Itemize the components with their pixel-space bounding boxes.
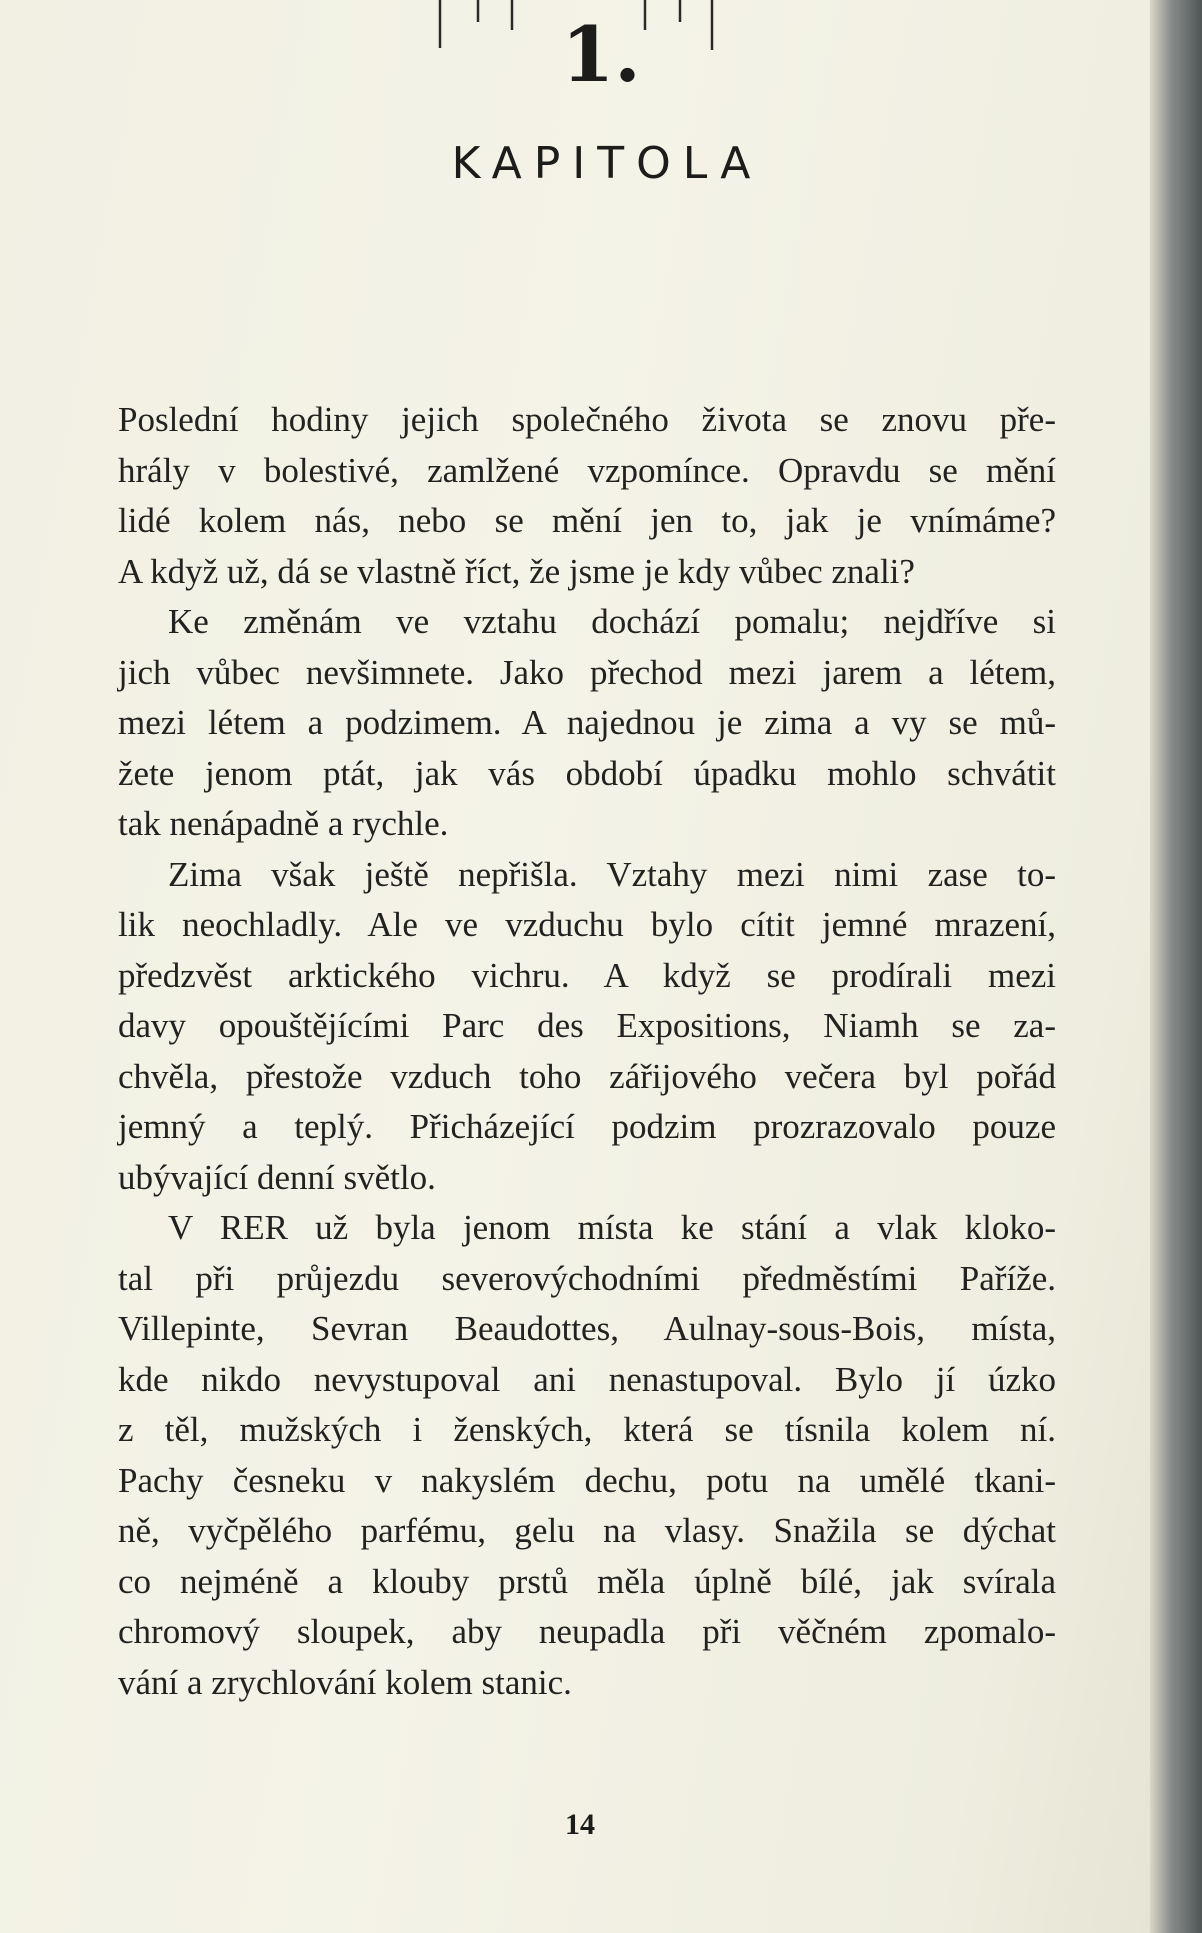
text-line: žete jenom ptát, jak vás období úpadku mohlo schvátit <box>118 753 1056 793</box>
text-line: lik neochladly. Ale ve vzduchu bylo cítit jemné mrazení, <box>118 905 1056 944</box>
text-line: mezi létem a podzimem. A najednou je zima a vy se mů- <box>118 703 1056 742</box>
text-line: V RER už byla jenom místa ke stání a vlak kloko- <box>168 1208 1056 1247</box>
chapter-body <box>118 395 1056 1708</box>
chapter-number: 1. <box>561 10 641 99</box>
text-line: jemný a teplý. Přicházející podzim prozrazovalo pouze <box>118 1107 1056 1146</box>
text-line: chvěla, přestože vzduch toho zářijového večera byl pořád <box>118 1056 1056 1096</box>
text-line: ubývající denní světlo. <box>118 1157 436 1197</box>
paragraph-3 <box>118 850 1056 1204</box>
text-line: z těl, mužských i ženských, která se tísnila kolem ní. <box>118 1410 1056 1449</box>
text-line: Pachy česneku v nakyslém dechu, potu na umělé tkani- <box>118 1460 1056 1500</box>
text-line: lidé kolem nás, nebo se mění jen to, jak je vnímáme? <box>118 501 1056 540</box>
text-line: jich vůbec nevšimnete. Jako přechod mezi jarem a létem, <box>118 652 1056 692</box>
text-line: davy opouštějícími Parc des Expositions, Niamh se za- <box>118 1006 1056 1045</box>
text-line: tal při průjezdu severovýchodními předměstími Paříže. <box>118 1258 1056 1298</box>
text-line: Villepinte, Sevran Beaudottes, Aulnay-sous-Bois, místa, <box>118 1309 1056 1348</box>
text-line: Zima však ještě nepřišla. Vztahy mezi nimi zase to- <box>168 854 1056 894</box>
text-line: A když už, dá se vlastně říct, že jsme je kdy vůbec znali? <box>118 551 915 591</box>
text-line: předzvěst arktického vichru. A když se prodírali mezi <box>118 955 1056 995</box>
paragraph-2 <box>118 597 1056 850</box>
chapter-label: KAPITOLA <box>451 138 763 189</box>
text-line: hrály v bolestivé, zamlžené vzpomínce. Opravdu se mění <box>118 450 1056 490</box>
text-line: vání a zrychlování kolem stanic. <box>118 1662 572 1702</box>
text-line: Poslední hodiny jejich společného života se znovu pře- <box>118 400 1056 439</box>
text-line: Ke změnám ve vztahu dochází pomalu; nejdříve si <box>168 602 1056 641</box>
text-line: ně, vyčpělého parfému, gelu na vlasy. Snažila se dýchat <box>118 1511 1056 1550</box>
page-number: 14 <box>565 1808 595 1841</box>
text-line: co nejméně a klouby prstů měla úplně bílé, jak svírala <box>118 1561 1056 1601</box>
text-line: kde nikdo nevystupoval ani nenastupoval. Bylo jí úzko <box>118 1359 1056 1399</box>
book-gutter-edge <box>1150 0 1202 1933</box>
text-line: chromový sloupek, aby neupadla při věčném zpomalo- <box>118 1612 1056 1651</box>
paragraph-4 <box>118 1203 1056 1708</box>
paragraph-1 <box>118 395 1056 597</box>
text-line: tak nenápadně a rychle. <box>118 804 449 843</box>
